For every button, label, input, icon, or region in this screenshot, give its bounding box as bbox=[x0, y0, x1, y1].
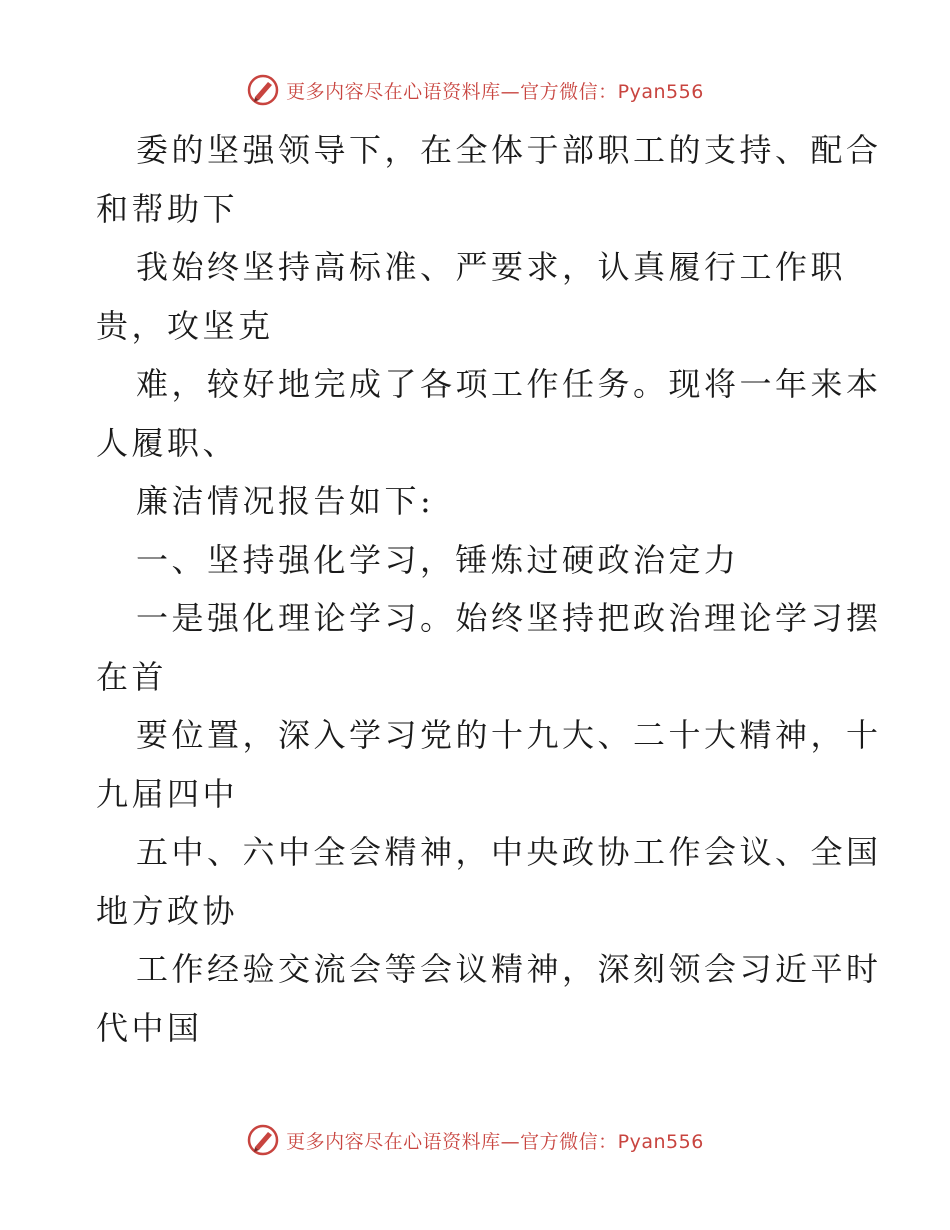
pen-icon bbox=[246, 73, 280, 107]
text-line: 一是强化理论学习。始终坚持把政治理论学习摆 bbox=[136, 599, 882, 637]
text-line: 工作经验交流会等会议精神，深刻领会习近平时 bbox=[136, 950, 882, 988]
text-line: 难，较好地完成了各项工作任务。现将一年来本 bbox=[136, 365, 882, 403]
text-line: 委的坚强领导下，在全体于部职工的支持、配合 bbox=[136, 131, 882, 169]
text-line: 廉洁情况报告如下: bbox=[136, 482, 435, 520]
text-line: 一、坚持强化学习，锤炼过硬政治定力 bbox=[136, 540, 740, 579]
watermark-text: 更多内容尽在心语资料库—官方微信：Pyan556 bbox=[286, 80, 704, 103]
text-line: 我始终坚持高标准、严要求，认真履行工作职 bbox=[136, 248, 847, 286]
text-line: 和帮助下 bbox=[96, 189, 239, 228]
text-line: 地方政协 bbox=[96, 891, 239, 930]
text-line: 要位置，深入学习党的十九大、二十大精神，十 bbox=[136, 716, 882, 754]
footer-watermark bbox=[0, 1120, 950, 1160]
text-line: 在首 bbox=[96, 657, 168, 696]
text-line: 人履职、 bbox=[96, 423, 239, 462]
text-line: 代中国 bbox=[96, 1008, 203, 1047]
text-line: 九届四中 bbox=[96, 774, 239, 813]
pen-icon bbox=[246, 1123, 280, 1157]
document-body bbox=[96, 121, 882, 1057]
text-line: 五中、六中全会精神，中央政协工作会议、全国 bbox=[136, 833, 882, 871]
header-watermark bbox=[0, 70, 950, 110]
text-line: 贵，攻坚克 bbox=[96, 306, 274, 345]
watermark-text: 更多内容尽在心语资料库—官方微信：Pyan556 bbox=[286, 1130, 704, 1153]
